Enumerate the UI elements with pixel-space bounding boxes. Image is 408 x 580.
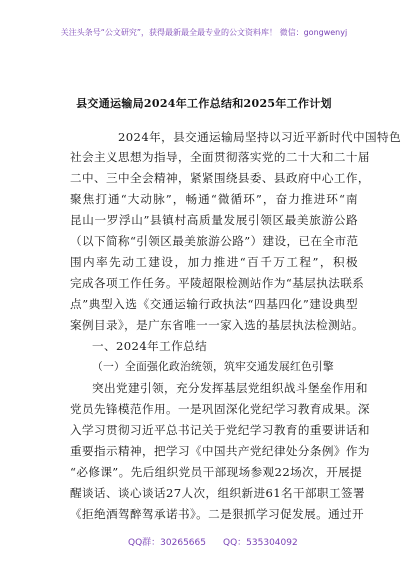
footer-qq-number: QQ：535304092 bbox=[223, 538, 298, 548]
paragraph-line: 案例目录》，是广东省唯一一家入选的基层执法检测站。 bbox=[70, 318, 365, 332]
paragraph-line: “必修课”。先后组织党员干部现场参观22场次，开展提 bbox=[70, 465, 363, 479]
paragraph-line: 2024年，县交通运输局坚持以习近平新时代中国特色 bbox=[118, 130, 401, 144]
paragraph-line: 点”典型入选《交通运输行政执法“四基四化”建设典型 bbox=[70, 297, 358, 311]
paragraph-line: 醒谈话、谈心谈话27人次，组织新进61名干部职工签署 bbox=[70, 486, 365, 500]
paragraph-line: 《拒绝酒驾醉驾承诺书》。二是狠抓学习促发展。通过开 bbox=[70, 507, 365, 521]
paragraph-line: 聚焦打通“大动脉”，畅通“微循环”，奋力推进环“南 bbox=[70, 192, 358, 206]
paragraph-line: 突出党建引领，充分发挥基层党组织战斗堡垒作用和 bbox=[92, 381, 368, 395]
paragraph-line: 二中、三中全会精神，紧紧围绕县委、县政府中心工作， bbox=[70, 171, 370, 185]
header-promo-note: 关注头条号“公文研究”，获得最新最全最专业的公文资料库！ 微信：gongwenyj bbox=[60, 28, 348, 37]
paragraph-line: （以下简称“引领区最美旅游公路”）建设，已在全市范 bbox=[70, 234, 359, 248]
paragraph-line: 完成各项工作任务。平陵超限检测站作为“基层执法联系 bbox=[70, 276, 365, 290]
document-title: 县交通运输局2024年工作总结和2025年工作计划 bbox=[76, 97, 332, 110]
paragraph-line: 围内率先动工建设，加力推进“百千万工程”，积极 bbox=[70, 255, 358, 269]
footer-qq-group: QQ群：30265665 bbox=[128, 538, 206, 548]
paragraph-line: 重要指示精神，把学习《中国共产党纪律处分条例》作为 bbox=[70, 444, 370, 458]
paragraph-line: 党员先锋模范作用。一是巩固深化党纪学习教育成果。深 bbox=[70, 402, 370, 416]
subsection-heading: （一）全面强化政治统领，筑牢交通发展红色引擎 bbox=[92, 360, 334, 373]
paragraph-line: 昆山一罗浮山”县镇村高质量发展引领区最美旅游公路 bbox=[70, 213, 358, 227]
paragraph-line: 入学习贯彻习近平总书记关于党纪学习教育的重要讲话和 bbox=[70, 423, 370, 437]
section-heading: 一、2024年工作总结 bbox=[92, 339, 208, 353]
paragraph-line: 社会主义思想为指导，全面贯彻落实党的二十大和二十届 bbox=[70, 150, 370, 164]
